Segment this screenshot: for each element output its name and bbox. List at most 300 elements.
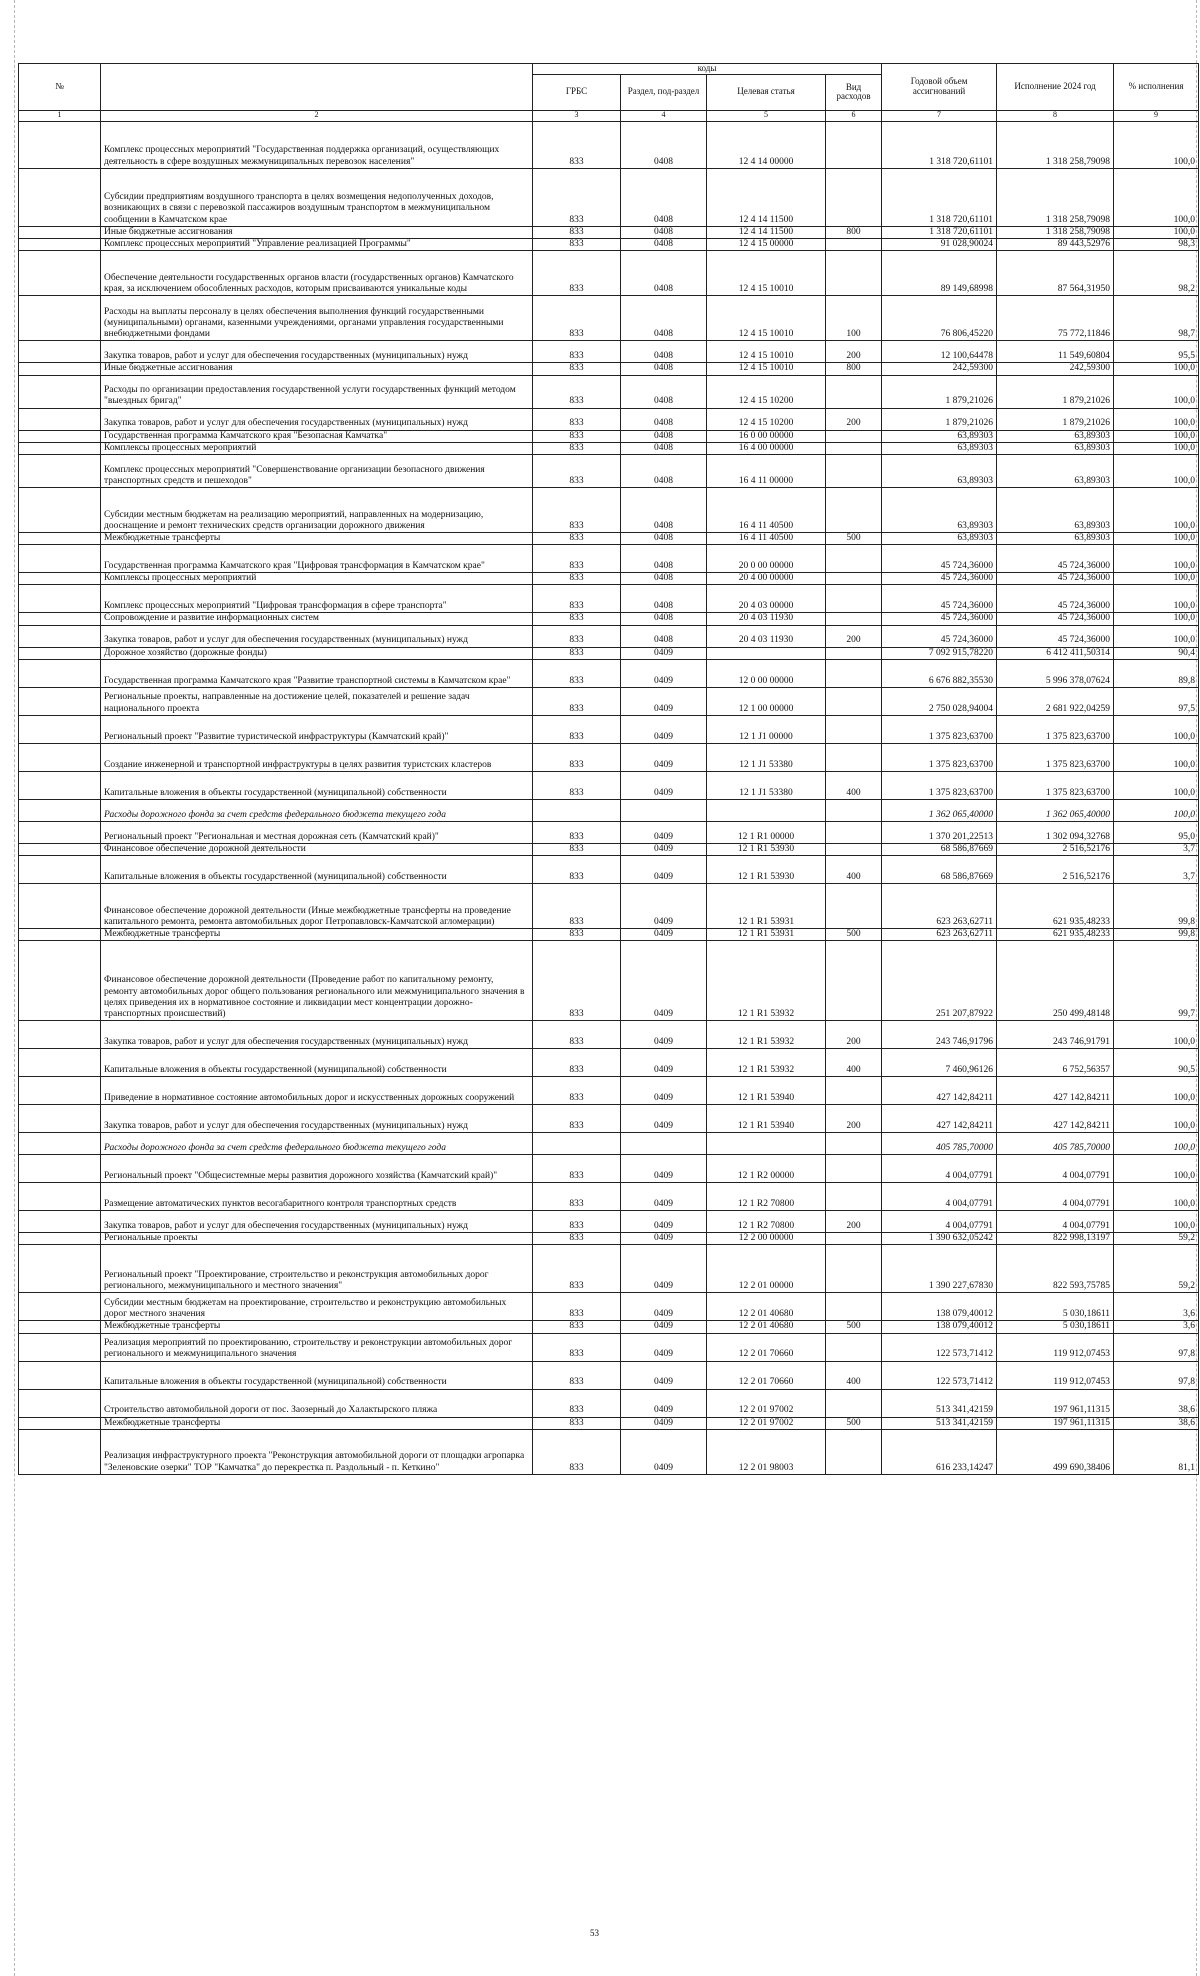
row-execution-cell: 63,89303 bbox=[997, 532, 1114, 544]
row-name-cell: Расходы дорожного фонда за счет средств федерального бюджета текущего года bbox=[101, 1133, 533, 1155]
row-target-article-cell: 12 4 15 10010 bbox=[707, 341, 826, 363]
row-expense-type-cell bbox=[826, 1133, 882, 1155]
table-body bbox=[19, 121, 1199, 1474]
row-razdel-cell: 0408 bbox=[621, 613, 707, 625]
row-annual-volume-cell: 1 390 227,67830 bbox=[882, 1245, 997, 1293]
row-grbs-cell bbox=[533, 1133, 621, 1155]
table-row bbox=[19, 1293, 1199, 1321]
table-row bbox=[19, 928, 1199, 940]
row-name-cell: Капитальные вложения в объекты государственной (муниципальной) собственности bbox=[101, 855, 533, 883]
row-grbs-cell: 833 bbox=[533, 1389, 621, 1417]
row-annual-volume-cell: 63,89303 bbox=[882, 442, 997, 454]
table-row bbox=[19, 1245, 1199, 1293]
row-annual-volume-cell: 405 785,70000 bbox=[882, 1133, 997, 1155]
row-number-cell bbox=[19, 1333, 101, 1361]
row-percent-cell: 100,0 bbox=[1114, 1155, 1199, 1183]
row-expense-type-cell: 500 bbox=[826, 532, 882, 544]
row-grbs-cell: 833 bbox=[533, 1233, 621, 1245]
row-annual-volume-cell: 513 341,42159 bbox=[882, 1417, 997, 1429]
row-annual-volume-cell: 1 362 065,40000 bbox=[882, 799, 997, 821]
row-razdel-cell: 0409 bbox=[621, 1429, 707, 1474]
row-razdel-cell: 0409 bbox=[621, 941, 707, 1021]
table-row bbox=[19, 1389, 1199, 1417]
table-row bbox=[19, 613, 1199, 625]
row-annual-volume-cell: 1 375 823,63700 bbox=[882, 715, 997, 743]
row-razdel-cell: 0409 bbox=[621, 647, 707, 659]
row-percent-cell: 100,0 bbox=[1114, 585, 1199, 613]
row-percent-cell: 90,5 bbox=[1114, 1049, 1199, 1077]
row-execution-cell: 4 004,07791 bbox=[997, 1183, 1114, 1211]
row-grbs-cell: 833 bbox=[533, 341, 621, 363]
row-razdel-cell: 0409 bbox=[621, 771, 707, 799]
row-number-cell bbox=[19, 1293, 101, 1321]
table-row bbox=[19, 487, 1199, 532]
row-razdel-cell: 0408 bbox=[621, 168, 707, 226]
row-annual-volume-cell: 63,89303 bbox=[882, 487, 997, 532]
row-execution-cell: 2 681 922,04259 bbox=[997, 687, 1114, 715]
header-expense-type: Вид расходов bbox=[826, 74, 882, 110]
row-target-article-cell: 12 1 00 00000 bbox=[707, 687, 826, 715]
row-annual-volume-cell: 2 750 028,94004 bbox=[882, 687, 997, 715]
row-percent-cell: 38,6 bbox=[1114, 1389, 1199, 1417]
row-grbs-cell: 833 bbox=[533, 1183, 621, 1211]
column-index: 2 bbox=[101, 110, 533, 121]
row-grbs-cell: 833 bbox=[533, 121, 621, 168]
row-razdel-cell: 0408 bbox=[621, 454, 707, 487]
row-percent-cell: 100,0 bbox=[1114, 121, 1199, 168]
row-target-article-cell: 16 4 11 40500 bbox=[707, 487, 826, 532]
table-row bbox=[19, 1333, 1199, 1361]
row-expense-type-cell: 500 bbox=[826, 1417, 882, 1429]
column-index: 8 bbox=[997, 110, 1114, 121]
row-number-cell bbox=[19, 1361, 101, 1389]
row-razdel-cell: 0408 bbox=[621, 585, 707, 613]
row-number-cell bbox=[19, 743, 101, 771]
row-expense-type-cell bbox=[826, 442, 882, 454]
row-name-cell: Расходы на выплаты персоналу в целях обеспечения выполнения функций государственными (муниципальными) органами, казенными учреждениями, органами управления государственными внебюджетными фондами bbox=[101, 296, 533, 341]
row-grbs-cell: 833 bbox=[533, 928, 621, 940]
row-annual-volume-cell: 45 724,36000 bbox=[882, 585, 997, 613]
row-grbs-cell: 833 bbox=[533, 647, 621, 659]
row-percent-cell: 98,2 bbox=[1114, 251, 1199, 296]
row-number-cell bbox=[19, 1417, 101, 1429]
row-target-article-cell: 12 1 J1 53380 bbox=[707, 743, 826, 771]
row-grbs-cell: 833 bbox=[533, 430, 621, 442]
table-header bbox=[19, 64, 1199, 122]
row-number-cell bbox=[19, 121, 101, 168]
row-execution-cell: 4 004,07791 bbox=[997, 1155, 1114, 1183]
row-grbs-cell: 833 bbox=[533, 855, 621, 883]
row-annual-volume-cell: 7 092 915,78220 bbox=[882, 647, 997, 659]
header-percent: % исполнения bbox=[1114, 64, 1199, 111]
row-name-cell: Закупка товаров, работ и услуг для обеспечения государственных (муниципальных) нужд bbox=[101, 1021, 533, 1049]
row-razdel-cell: 0408 bbox=[621, 532, 707, 544]
row-percent-cell: 100,0 bbox=[1114, 363, 1199, 375]
row-razdel-cell: 0408 bbox=[621, 239, 707, 251]
row-razdel-cell: 0409 bbox=[621, 1021, 707, 1049]
table-row bbox=[19, 573, 1199, 585]
row-target-article-cell: 12 1 J1 00000 bbox=[707, 715, 826, 743]
row-execution-cell: 822 593,75785 bbox=[997, 1245, 1114, 1293]
row-annual-volume-cell: 45 724,36000 bbox=[882, 613, 997, 625]
row-name-cell: Закупка товаров, работ и услуг для обеспечения государственных (муниципальных) нужд bbox=[101, 1211, 533, 1233]
row-razdel-cell: 0409 bbox=[621, 1211, 707, 1233]
table-row bbox=[19, 1417, 1199, 1429]
row-expense-type-cell bbox=[826, 375, 882, 408]
row-percent-cell: 100,0 bbox=[1114, 487, 1199, 532]
row-grbs-cell: 833 bbox=[533, 1321, 621, 1333]
row-target-article-cell: 12 1 J1 53380 bbox=[707, 771, 826, 799]
row-percent-cell: 3,7 bbox=[1114, 855, 1199, 883]
row-percent-cell: 100,0 bbox=[1114, 1211, 1199, 1233]
table-row bbox=[19, 715, 1199, 743]
row-expense-type-cell bbox=[826, 251, 882, 296]
column-index: 5 bbox=[707, 110, 826, 121]
row-expense-type-cell bbox=[826, 743, 882, 771]
row-expense-type-cell: 500 bbox=[826, 928, 882, 940]
row-expense-type-cell: 200 bbox=[826, 408, 882, 430]
row-expense-type-cell: 500 bbox=[826, 1321, 882, 1333]
row-number-cell bbox=[19, 659, 101, 687]
row-percent-cell: 59,2 bbox=[1114, 1245, 1199, 1293]
row-percent-cell: 100,0 bbox=[1114, 430, 1199, 442]
row-number-cell bbox=[19, 168, 101, 226]
row-expense-type-cell bbox=[826, 647, 882, 659]
row-expense-type-cell: 800 bbox=[826, 226, 882, 238]
header-execution: Исполнение 2024 год bbox=[997, 64, 1114, 111]
row-grbs-cell: 833 bbox=[533, 625, 621, 647]
row-name-cell: Иные бюджетные ассигнования bbox=[101, 226, 533, 238]
row-number-cell bbox=[19, 573, 101, 585]
row-execution-cell: 621 935,48233 bbox=[997, 928, 1114, 940]
row-percent-cell: 99,7 bbox=[1114, 941, 1199, 1021]
row-grbs-cell: 833 bbox=[533, 1245, 621, 1293]
row-annual-volume-cell: 68 586,87669 bbox=[882, 843, 997, 855]
row-execution-cell: 5 030,18611 bbox=[997, 1293, 1114, 1321]
row-razdel-cell: 0409 bbox=[621, 821, 707, 843]
row-name-cell: Финансовое обеспечение дорожной деятельности bbox=[101, 843, 533, 855]
row-grbs-cell: 833 bbox=[533, 1211, 621, 1233]
row-grbs-cell: 833 bbox=[533, 715, 621, 743]
row-name-cell: Межбюджетные трансферты bbox=[101, 532, 533, 544]
row-grbs-cell: 833 bbox=[533, 226, 621, 238]
table-row bbox=[19, 545, 1199, 573]
row-execution-cell: 427 142,84211 bbox=[997, 1105, 1114, 1133]
row-target-article-cell: 12 4 14 11500 bbox=[707, 168, 826, 226]
row-number-cell bbox=[19, 821, 101, 843]
row-expense-type-cell bbox=[826, 573, 882, 585]
row-target-article-cell: 12 2 00 00000 bbox=[707, 1233, 826, 1245]
row-percent-cell: 59,2 bbox=[1114, 1233, 1199, 1245]
row-name-cell: Межбюджетные трансферты bbox=[101, 928, 533, 940]
table-row bbox=[19, 1211, 1199, 1233]
row-percent-cell: 100,0 bbox=[1114, 625, 1199, 647]
table-row bbox=[19, 1361, 1199, 1389]
row-grbs-cell: 833 bbox=[533, 408, 621, 430]
row-name-cell: Создание инженерной и транспортной инфраструктуры в целях развития туристских кластеров bbox=[101, 743, 533, 771]
row-expense-type-cell bbox=[826, 168, 882, 226]
row-expense-type-cell: 800 bbox=[826, 363, 882, 375]
row-annual-volume-cell: 1 390 632,05242 bbox=[882, 1233, 997, 1245]
row-expense-type-cell bbox=[826, 1333, 882, 1361]
row-execution-cell: 1 318 258,79098 bbox=[997, 121, 1114, 168]
row-percent-cell: 81,1 bbox=[1114, 1429, 1199, 1474]
row-expense-type-cell: 400 bbox=[826, 1049, 882, 1077]
table-row bbox=[19, 168, 1199, 226]
row-expense-type-cell bbox=[826, 487, 882, 532]
row-razdel-cell: 0409 bbox=[621, 1293, 707, 1321]
row-razdel-cell: 0408 bbox=[621, 430, 707, 442]
row-target-article-cell: 12 4 15 10010 bbox=[707, 296, 826, 341]
row-target-article-cell: 12 2 01 97002 bbox=[707, 1417, 826, 1429]
row-execution-cell: 4 004,07791 bbox=[997, 1211, 1114, 1233]
row-name-cell: Капитальные вложения в объекты государственной (муниципальной) собственности bbox=[101, 771, 533, 799]
row-annual-volume-cell: 251 207,87922 bbox=[882, 941, 997, 1021]
row-number-cell bbox=[19, 1133, 101, 1155]
row-expense-type-cell: 100 bbox=[826, 296, 882, 341]
row-grbs-cell bbox=[533, 799, 621, 821]
row-number-cell bbox=[19, 1049, 101, 1077]
row-expense-type-cell: 200 bbox=[826, 341, 882, 363]
row-name-cell: Комплексы процессных мероприятий bbox=[101, 573, 533, 585]
row-number-cell bbox=[19, 585, 101, 613]
row-razdel-cell: 0409 bbox=[621, 1417, 707, 1429]
row-razdel-cell bbox=[621, 799, 707, 821]
row-execution-cell: 822 998,13197 bbox=[997, 1233, 1114, 1245]
row-number-cell bbox=[19, 771, 101, 799]
row-number-cell bbox=[19, 715, 101, 743]
row-number-cell bbox=[19, 1183, 101, 1211]
row-razdel-cell: 0408 bbox=[621, 487, 707, 532]
row-razdel-cell: 0408 bbox=[621, 442, 707, 454]
row-target-article-cell: 12 4 15 10010 bbox=[707, 363, 826, 375]
row-name-cell: Размещение автоматических пунктов весогабаритного контроля транспортных средств bbox=[101, 1183, 533, 1211]
row-target-article-cell: 12 2 01 70660 bbox=[707, 1361, 826, 1389]
table-row bbox=[19, 532, 1199, 544]
row-percent-cell: 98,3 bbox=[1114, 239, 1199, 251]
row-name-cell: Капитальные вложения в объекты государственной (муниципальной) собственности bbox=[101, 1049, 533, 1077]
table-row bbox=[19, 121, 1199, 168]
row-grbs-cell: 833 bbox=[533, 251, 621, 296]
table-row bbox=[19, 226, 1199, 238]
row-grbs-cell: 833 bbox=[533, 1361, 621, 1389]
row-razdel-cell: 0409 bbox=[621, 1233, 707, 1245]
row-number-cell bbox=[19, 226, 101, 238]
row-expense-type-cell bbox=[826, 883, 882, 928]
row-number-cell bbox=[19, 1021, 101, 1049]
row-execution-cell: 6 752,56357 bbox=[997, 1049, 1114, 1077]
row-grbs-cell: 833 bbox=[533, 532, 621, 544]
table-row bbox=[19, 843, 1199, 855]
row-annual-volume-cell: 1 318 720,61101 bbox=[882, 168, 997, 226]
row-razdel-cell: 0408 bbox=[621, 226, 707, 238]
row-name-cell: Комплекс процессных мероприятий "Цифровая трансформация в сфере транспорта" bbox=[101, 585, 533, 613]
row-annual-volume-cell: 1 879,21026 bbox=[882, 408, 997, 430]
row-number-cell bbox=[19, 454, 101, 487]
table-row bbox=[19, 743, 1199, 771]
column-index: 6 bbox=[826, 110, 882, 121]
table-row bbox=[19, 821, 1199, 843]
row-execution-cell: 1 375 823,63700 bbox=[997, 715, 1114, 743]
row-number-cell bbox=[19, 883, 101, 928]
row-razdel-cell: 0409 bbox=[621, 715, 707, 743]
row-execution-cell: 45 724,36000 bbox=[997, 545, 1114, 573]
row-expense-type-cell bbox=[826, 715, 882, 743]
row-grbs-cell: 833 bbox=[533, 941, 621, 1021]
row-number-cell bbox=[19, 532, 101, 544]
row-grbs-cell: 833 bbox=[533, 1021, 621, 1049]
row-percent-cell: 100,0 bbox=[1114, 532, 1199, 544]
row-razdel-cell: 0408 bbox=[621, 375, 707, 408]
row-razdel-cell: 0408 bbox=[621, 545, 707, 573]
row-percent-cell: 98,7 bbox=[1114, 296, 1199, 341]
row-razdel-cell: 0409 bbox=[621, 659, 707, 687]
table-row bbox=[19, 771, 1199, 799]
row-name-cell: Межбюджетные трансферты bbox=[101, 1417, 533, 1429]
row-percent-cell: 100,0 bbox=[1114, 1183, 1199, 1211]
row-name-cell: Расходы дорожного фонда за счет средств федерального бюджета текущего года bbox=[101, 799, 533, 821]
row-execution-cell: 119 912,07453 bbox=[997, 1333, 1114, 1361]
row-execution-cell: 242,59300 bbox=[997, 363, 1114, 375]
row-target-article-cell: 12 4 14 11500 bbox=[707, 226, 826, 238]
row-percent-cell: 100,0 bbox=[1114, 715, 1199, 743]
row-target-article-cell: 12 1 R2 70800 bbox=[707, 1211, 826, 1233]
row-target-article-cell: 12 1 R2 00000 bbox=[707, 1155, 826, 1183]
row-percent-cell: 90,4 bbox=[1114, 647, 1199, 659]
row-percent-cell: 97,5 bbox=[1114, 687, 1199, 715]
table-row bbox=[19, 1321, 1199, 1333]
row-expense-type-cell bbox=[826, 799, 882, 821]
row-annual-volume-cell: 76 806,45220 bbox=[882, 296, 997, 341]
row-target-article-cell: 12 4 14 00000 bbox=[707, 121, 826, 168]
row-razdel-cell: 0409 bbox=[621, 1321, 707, 1333]
row-razdel-cell: 0409 bbox=[621, 928, 707, 940]
row-expense-type-cell bbox=[826, 585, 882, 613]
row-annual-volume-cell: 513 341,42159 bbox=[882, 1389, 997, 1417]
row-execution-cell: 63,89303 bbox=[997, 442, 1114, 454]
header-name bbox=[101, 64, 533, 111]
row-execution-cell: 75 772,11846 bbox=[997, 296, 1114, 341]
row-annual-volume-cell: 1 879,21026 bbox=[882, 375, 997, 408]
row-percent-cell: 3,6 bbox=[1114, 1321, 1199, 1333]
row-expense-type-cell bbox=[826, 613, 882, 625]
row-percent-cell: 100,0 bbox=[1114, 545, 1199, 573]
row-target-article-cell: 12 1 R1 53932 bbox=[707, 941, 826, 1021]
row-execution-cell: 197 961,11315 bbox=[997, 1389, 1114, 1417]
row-percent-cell: 97,8 bbox=[1114, 1333, 1199, 1361]
row-grbs-cell: 833 bbox=[533, 821, 621, 843]
row-razdel-cell: 0409 bbox=[621, 1361, 707, 1389]
row-number-cell bbox=[19, 239, 101, 251]
row-annual-volume-cell: 616 233,14247 bbox=[882, 1429, 997, 1474]
row-name-cell: Комплекс процессных мероприятий "Управление реализацией Программы" bbox=[101, 239, 533, 251]
row-name-cell: Дорожное хозяйство (дорожные фонды) bbox=[101, 647, 533, 659]
row-expense-type-cell bbox=[826, 687, 882, 715]
row-annual-volume-cell: 45 724,36000 bbox=[882, 545, 997, 573]
row-razdel-cell: 0408 bbox=[621, 251, 707, 296]
table-row bbox=[19, 1233, 1199, 1245]
row-expense-type-cell bbox=[826, 821, 882, 843]
row-number-cell bbox=[19, 430, 101, 442]
row-execution-cell: 243 746,91791 bbox=[997, 1021, 1114, 1049]
row-expense-type-cell bbox=[826, 1155, 882, 1183]
row-grbs-cell: 833 bbox=[533, 1049, 621, 1077]
table-row bbox=[19, 687, 1199, 715]
row-expense-type-cell: 400 bbox=[826, 855, 882, 883]
row-grbs-cell: 833 bbox=[533, 573, 621, 585]
row-expense-type-cell bbox=[826, 843, 882, 855]
row-execution-cell: 427 142,84211 bbox=[997, 1077, 1114, 1105]
row-razdel-cell: 0408 bbox=[621, 625, 707, 647]
row-percent-cell: 3,7 bbox=[1114, 843, 1199, 855]
row-grbs-cell: 833 bbox=[533, 1417, 621, 1429]
row-percent-cell: 100,0 bbox=[1114, 743, 1199, 771]
table-row bbox=[19, 855, 1199, 883]
row-razdel-cell: 0409 bbox=[621, 1105, 707, 1133]
header-codes: коды bbox=[533, 64, 882, 75]
row-number-cell bbox=[19, 941, 101, 1021]
row-annual-volume-cell: 1 318 720,61101 bbox=[882, 226, 997, 238]
row-name-cell: Капитальные вложения в объекты государственной (муниципальной) собственности bbox=[101, 1361, 533, 1389]
row-annual-volume-cell: 4 004,07791 bbox=[882, 1155, 997, 1183]
row-target-article-cell: 12 2 01 97002 bbox=[707, 1389, 826, 1417]
row-percent-cell: 100,0 bbox=[1114, 226, 1199, 238]
table-row bbox=[19, 442, 1199, 454]
row-target-article-cell: 12 2 01 00000 bbox=[707, 1245, 826, 1293]
row-annual-volume-cell: 45 724,36000 bbox=[882, 625, 997, 647]
column-index: 7 bbox=[882, 110, 997, 121]
row-name-cell: Обеспечение деятельности государственных органов власти (государственных органов) Камчатского края, за исключением обособленных расходов, которым присваиваются уникальные коды bbox=[101, 251, 533, 296]
row-percent-cell: 100,0 bbox=[1114, 799, 1199, 821]
budget-execution-table bbox=[18, 63, 1199, 1475]
row-number-cell bbox=[19, 843, 101, 855]
row-percent-cell: 100,0 bbox=[1114, 1133, 1199, 1155]
row-execution-cell: 1 302 094,32768 bbox=[997, 821, 1114, 843]
row-expense-type-cell: 400 bbox=[826, 771, 882, 799]
row-target-article-cell: 12 1 R1 53940 bbox=[707, 1077, 826, 1105]
row-name-cell: Субсидии предприятиям воздушного транспорта в целях возмещения недополученных доходов, возникающих в связи с перевозкой пассажиров воздушным транспортом в межмуниципальном сообщении в Камчатском крае bbox=[101, 168, 533, 226]
row-execution-cell: 45 724,36000 bbox=[997, 573, 1114, 585]
row-expense-type-cell bbox=[826, 545, 882, 573]
table-row bbox=[19, 341, 1199, 363]
table-row bbox=[19, 659, 1199, 687]
row-number-cell bbox=[19, 647, 101, 659]
row-execution-cell: 1 375 823,63700 bbox=[997, 743, 1114, 771]
row-razdel-cell: 0408 bbox=[621, 408, 707, 430]
row-number-cell bbox=[19, 341, 101, 363]
column-index: 1 bbox=[19, 110, 101, 121]
row-razdel-cell: 0409 bbox=[621, 687, 707, 715]
row-annual-volume-cell: 68 586,87669 bbox=[882, 855, 997, 883]
row-name-cell: Региональный проект "Развитие туристической инфраструктуры (Камчатский край)" bbox=[101, 715, 533, 743]
row-target-article-cell: 20 4 03 11930 bbox=[707, 625, 826, 647]
row-target-article-cell: 12 1 R1 53931 bbox=[707, 883, 826, 928]
row-execution-cell: 45 724,36000 bbox=[997, 613, 1114, 625]
row-target-article-cell: 16 0 00 00000 bbox=[707, 430, 826, 442]
row-percent-cell: 100,0 bbox=[1114, 771, 1199, 799]
row-name-cell: Государственная программа Камчатского края "Развитие транспортной системы в Камчатском крае" bbox=[101, 659, 533, 687]
row-expense-type-cell bbox=[826, 1389, 882, 1417]
row-name-cell: Финансовое обеспечение дорожной деятельности (Проведение работ по капитальному ремонту, ремонту автомобильных дорог общего пользования регионального или межмуниципального значения в целях приведения их в нормативное состояние и ликвидации мест концентрации дорожно-транспортных происшествий) bbox=[101, 941, 533, 1021]
row-target-article-cell: 12 2 01 40680 bbox=[707, 1293, 826, 1321]
row-name-cell: Закупка товаров, работ и услуг для обеспечения государственных (муниципальных) нужд bbox=[101, 1105, 533, 1133]
row-razdel-cell: 0408 bbox=[621, 363, 707, 375]
row-name-cell: Строительство автомобильной дороги от пос. Заозерный до Халактырского пляжа bbox=[101, 1389, 533, 1417]
row-target-article-cell: 12 2 01 40680 bbox=[707, 1321, 826, 1333]
row-razdel-cell: 0409 bbox=[621, 883, 707, 928]
row-name-cell: Региональный проект "Проектирование, строительство и реконструкция автомобильных дорог регионального, межмуниципального и местного значения" bbox=[101, 1245, 533, 1293]
row-expense-type-cell: 400 bbox=[826, 1361, 882, 1389]
